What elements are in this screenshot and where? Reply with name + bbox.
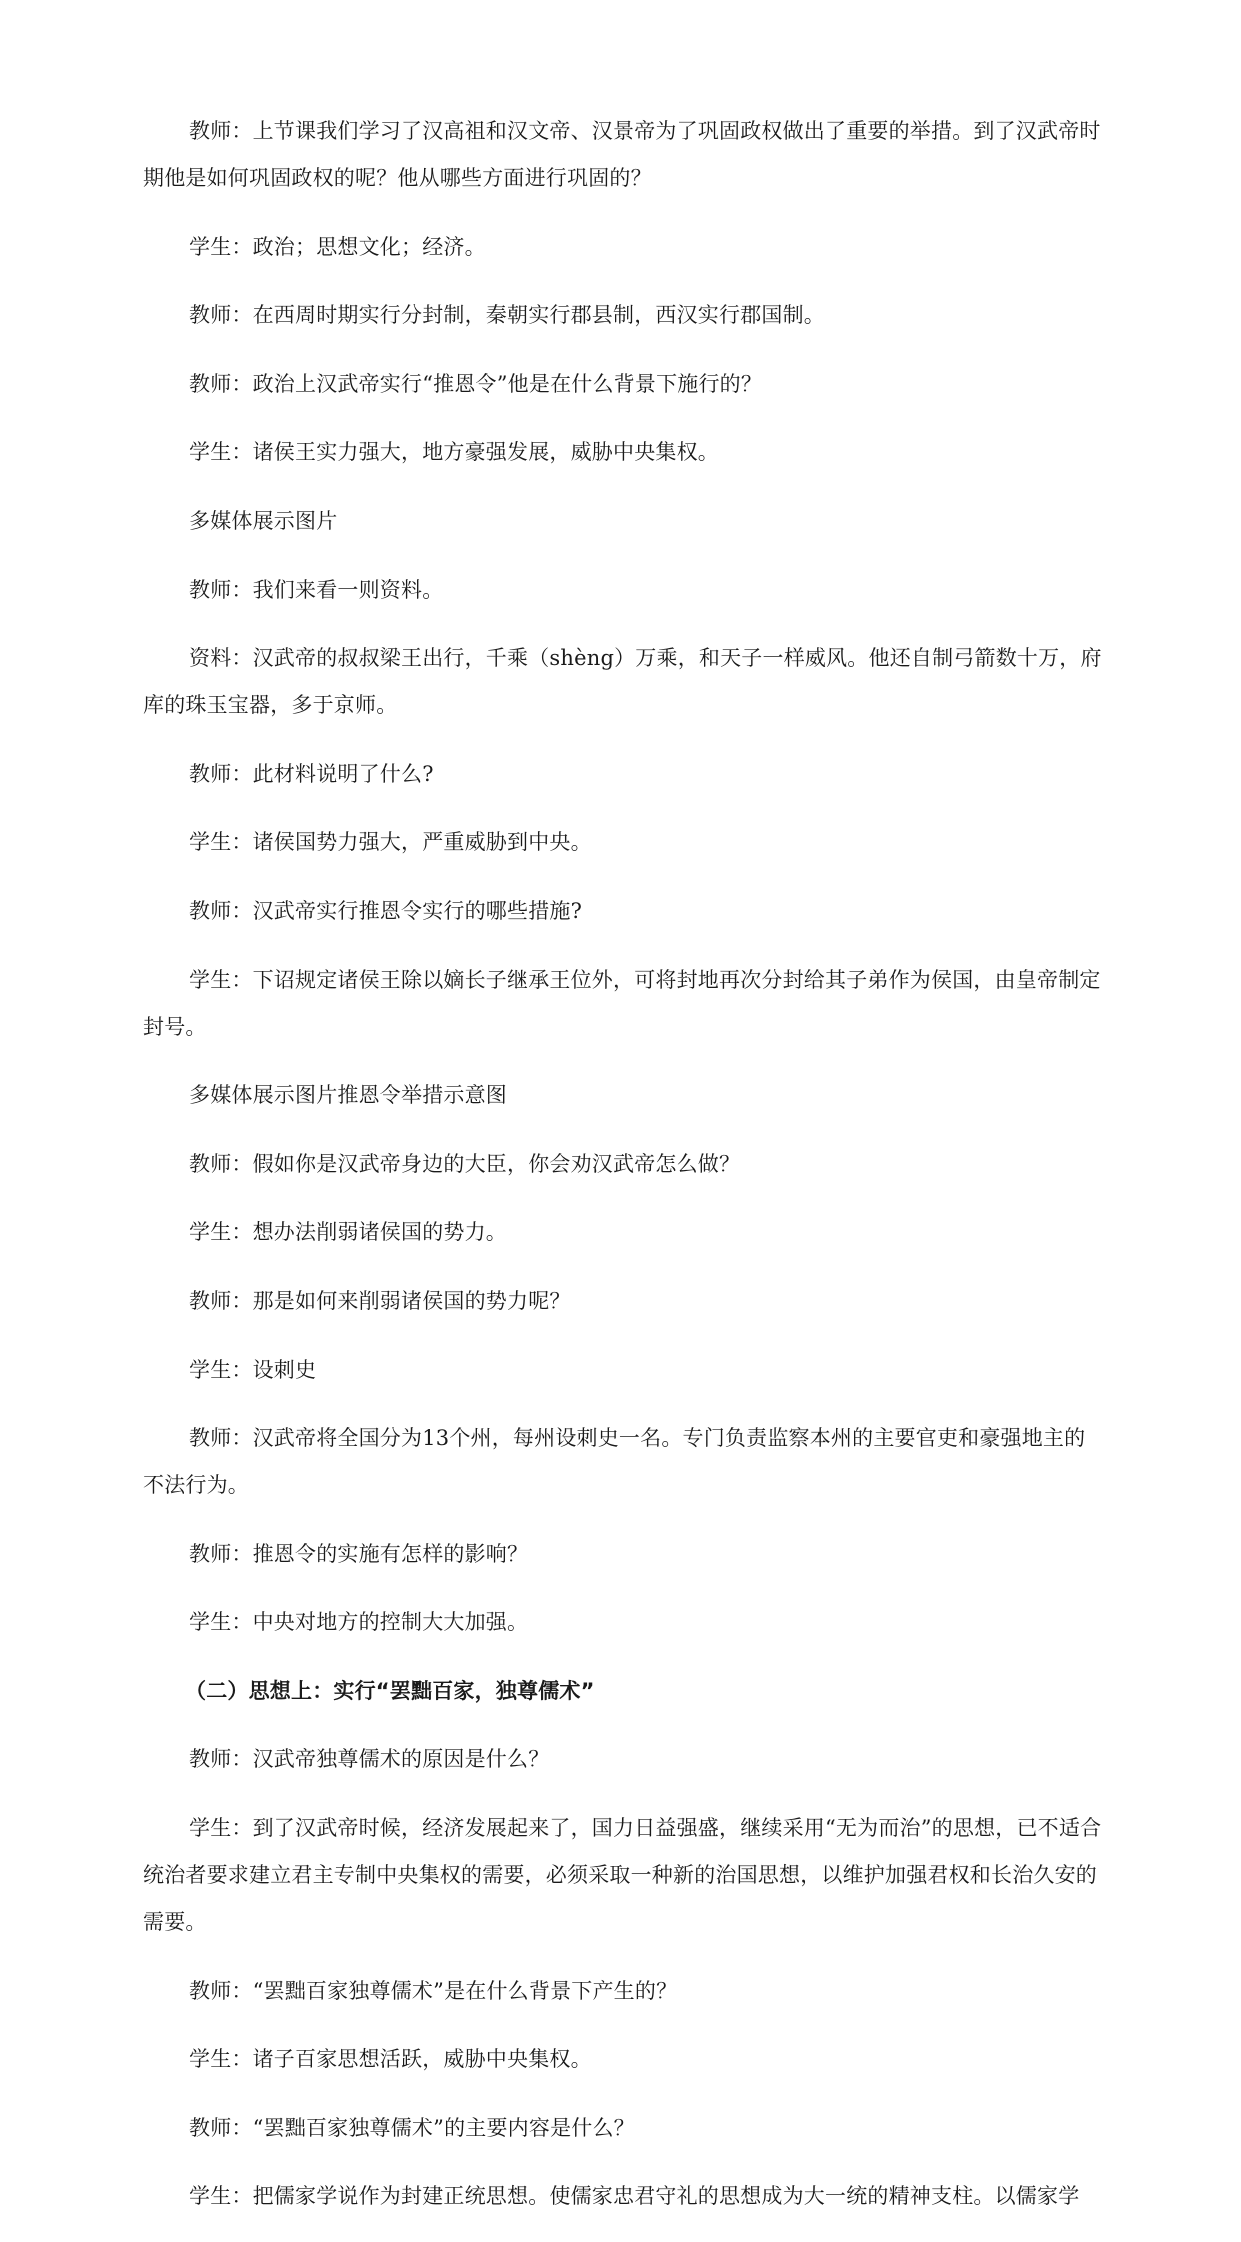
paragraph: 教师：我们来看一则资料。 <box>189 577 444 602</box>
paragraph: 学生：诸子百家思想活跃，威胁中央集权。 <box>189 2047 592 2072</box>
paragraph: 教师：那是如何来削弱诸侯国的势力呢？ <box>189 1288 571 1313</box>
paragraph: 教师：推恩令的实施有怎样的影响？ <box>189 1541 529 1566</box>
paragraph: 多媒体展示图片推恩令举措示意图 <box>189 1083 507 1108</box>
paragraph: 教师：“罢黜百家独尊儒术”的主要内容是什么？ <box>189 2115 635 2140</box>
paragraph: 多媒体展示图片 <box>189 508 338 533</box>
paragraph: 教师：假如你是汉武帝身边的大臣，你会劝汉武帝怎么做？ <box>189 1151 741 1176</box>
paragraph: 教师：政治上汉武帝实行“推恩令”他是在什么背景下施行的？ <box>189 371 763 396</box>
paragraph: 教师：上节课我们学习了汉高祖和汉文帝、汉景帝为了巩固政权做出了重要的举措。到了汉武帝时期他是如何巩固政权的呢？他从哪些方面进行巩固的？ <box>143 119 1101 190</box>
paragraph: 学生：下诏规定诸侯王除以嫡长子继承王位外，可将封地再次分封给其子弟作为侯国，由皇帝制定封号。 <box>143 967 1101 1039</box>
paragraph: 学生：到了汉武帝时候，经济发展起来了，国力日益强盛，继续采用“无为而治”的思想，已不适合统治者要求建立君主专制中央集权的需要，必须采取一种新的治国思想，以维护加强君权和长治久安的需要。 <box>143 1816 1102 1935</box>
section-heading: （二）思想上：实行“罢黜百家，独尊儒术” <box>185 1678 595 1703</box>
paragraph: 学生：中央对地方的控制大大加强。 <box>189 1610 529 1635</box>
paragraph: 学生：诸侯国势力强大，严重威胁到中央。 <box>189 830 592 855</box>
paragraph: 教师：此材料说明了什么? <box>189 761 434 786</box>
paragraph: 教师：“罢黜百家独尊儒术”是在什么背景下产生的？ <box>189 1978 678 2003</box>
paragraph: 学生：设刺史 <box>189 1357 317 1382</box>
paragraph: 教师：在西周时期实行分封制，秦朝实行郡县制，西汉实行郡国制。 <box>189 303 825 328</box>
paragraph: 教师：汉武帝将全国分为13个州，每州设刺史一名。专门负责监察本州的主要官吏和豪强地主的不法行为。 <box>143 1426 1086 1498</box>
paragraph: 学生：诸侯王实力强大，地方豪强发展，威胁中央集权。 <box>189 440 719 465</box>
paragraph: 教师：汉武帝独尊儒术的原因是什么？ <box>189 1747 550 1772</box>
paragraph: 学生：想办法削弱诸侯国的势力。 <box>189 1220 507 1245</box>
paragraph: 学生：把儒家学说作为封建正统思想。使儒家忠君守礼的思想成为大一统的精神支柱。以儒家学 <box>189 2184 1080 2209</box>
paragraph: 学生：政治；思想文化；经济。 <box>189 234 486 259</box>
document-body <box>143 108 1103 2242</box>
paragraph: 资料：汉武帝的叔叔梁王出行，千乘（shèng）万乘，和天子一样威风。他还自制弓箭数十万，府库的珠玉宝器，多于京师。 <box>143 646 1102 718</box>
paragraph: 教师：汉武帝实行推恩令实行的哪些措施? <box>189 898 583 923</box>
